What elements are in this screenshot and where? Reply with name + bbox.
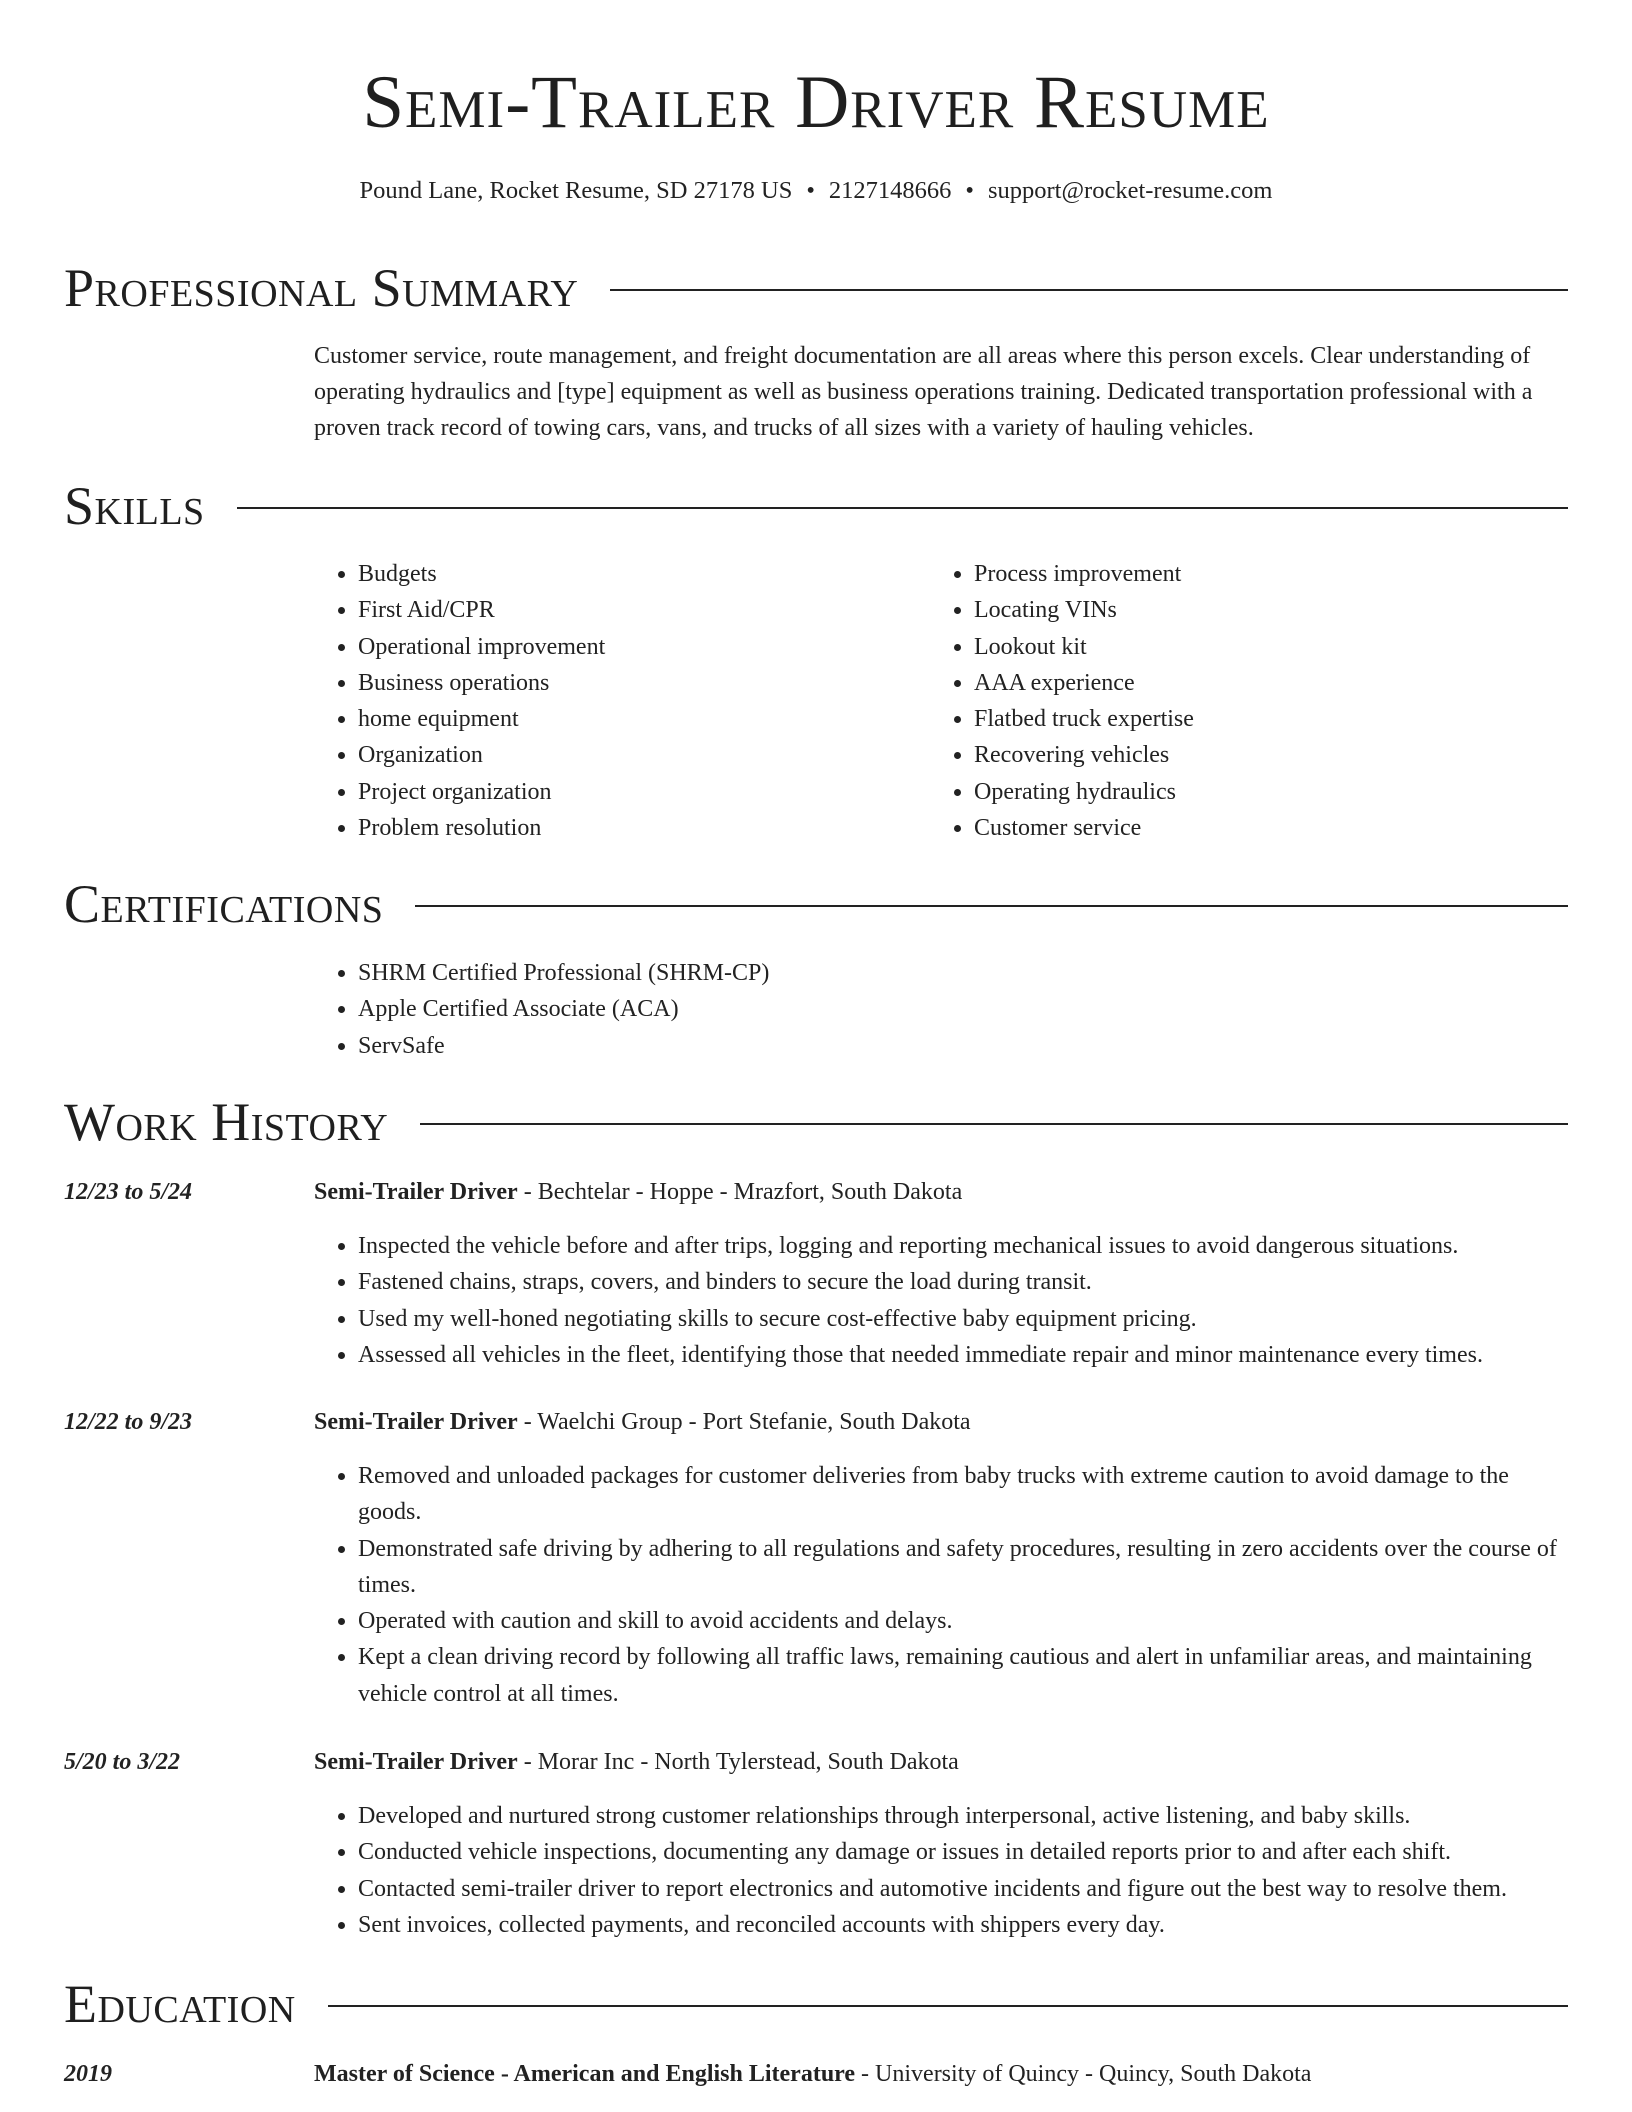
education-school: - University of Quincy - Quincy, South Dakota: [855, 2061, 1312, 2087]
job-dates: 5/20 to 3/22: [64, 1749, 181, 1775]
job-bullet: • Demonstrated safe driving by adhering to all regulations and safety procedures, resulting in zero accidents over the course of times.: [358, 1531, 1568, 1604]
section-divider: [237, 507, 1568, 509]
certification-item: • Apple Certified Associate (ACA): [358, 991, 1514, 1027]
section-header-education: [64, 1972, 1568, 2036]
education-degree: Master of Science - American and English Literature: [314, 2061, 856, 2087]
job-bullets: [314, 1228, 1568, 1373]
job-bullets: [314, 1458, 1568, 1712]
section-divider: [328, 2005, 1568, 2007]
section-header-certifications: [64, 872, 1568, 936]
section-title: Work History: [64, 1092, 389, 1152]
job-title: Semi-Trailer Driver: [314, 1179, 518, 1205]
contact-separator: •: [806, 177, 815, 204]
skill-item: • Problem resolution: [358, 810, 914, 846]
section-divider: [415, 905, 1568, 907]
job-dates: 12/22 to 9/23: [64, 1409, 193, 1435]
resume-title: Semi-Trailer Driver Resume: [362, 61, 1270, 144]
certification-item: • SHRM Certified Professional (SHRM-CP): [358, 955, 1514, 991]
contact-line: [0, 174, 1632, 208]
skill-item: • Lookout kit: [974, 629, 1530, 665]
skills-column-right: [930, 556, 1530, 846]
job-bullet: • Fastened chains, straps, covers, and binders to secure the load during transit.: [358, 1264, 1568, 1300]
section-title: Education: [64, 1974, 296, 2034]
education-heading: [314, 2056, 1568, 2092]
section-header-summary: [64, 256, 1568, 320]
skill-item: • Project organization: [358, 774, 914, 810]
section-divider: [610, 289, 1568, 291]
job-bullet: • Assessed all vehicles in the fleet, identifying those that needed immediate repair and minor maintenance every times.: [358, 1337, 1568, 1373]
certifications-list: [314, 955, 1514, 1064]
job-bullet: • Used my well-honed negotiating skills to secure cost-effective baby equipment pricing.: [358, 1301, 1568, 1337]
contact-address: Pound Lane, Rocket Resume, SD 27178 US: [359, 177, 793, 204]
job-bullet: • Inspected the vehicle before and after trips, logging and reporting mechanical issues to avoid dangerous situations.: [358, 1228, 1568, 1264]
contact-email: support@rocket-resume.com: [987, 177, 1273, 204]
certification-item: • ServSafe: [358, 1028, 1514, 1064]
job-title: Semi-Trailer Driver: [314, 1749, 518, 1775]
section-header-work-history: [64, 1090, 1568, 1154]
job-employer: - Waelchi Group - Port Stefanie, South Dakota: [517, 1409, 971, 1435]
contact-separator: •: [965, 177, 974, 204]
skill-item: • Organization: [358, 737, 914, 773]
skill-item: • Business operations: [358, 665, 914, 701]
job-dates: 12/23 to 5/24: [64, 1179, 193, 1205]
job-bullet: • Contacted semi-trailer driver to report electronics and automotive incidents and figure out the best way to resolve them.: [358, 1871, 1568, 1907]
education-year: 2019: [64, 2061, 112, 2087]
skill-item: • AAA experience: [974, 665, 1530, 701]
section-title: Certifications: [64, 874, 384, 934]
job-employer: - Morar Inc - North Tylerstead, South Dakota: [517, 1749, 959, 1775]
job-bullets: [314, 1798, 1568, 1943]
skill-item: • Budgets: [358, 556, 914, 592]
skill-item: • Operating hydraulics: [974, 774, 1530, 810]
skill-item: • home equipment: [358, 701, 914, 737]
skill-item: • Flatbed truck expertise: [974, 701, 1530, 737]
job-bullet: • Operated with caution and skill to avoid accidents and delays.: [358, 1603, 1568, 1639]
job-title: Semi-Trailer Driver: [314, 1409, 518, 1435]
skill-item: • Operational improvement: [358, 629, 914, 665]
job-employer: - Bechtelar - Hoppe - Mrazfort, South Dakota: [517, 1179, 963, 1205]
job-heading: [314, 1404, 1568, 1440]
section-title: Professional Summary: [64, 258, 579, 318]
job-bullet: • Conducted vehicle inspections, documenting any damage or issues in detailed reports prior to and after each shift.: [358, 1834, 1568, 1870]
skill-item: • Locating VINs: [974, 592, 1530, 628]
job-bullet: • Developed and nurtured strong customer relationships through interpersonal, active listening, and baby skills.: [358, 1798, 1568, 1834]
section-title: Skills: [64, 476, 205, 536]
section-divider: [420, 1123, 1568, 1125]
job-heading: [314, 1174, 1568, 1210]
skill-item: • Recovering vehicles: [974, 737, 1530, 773]
skills-column-left: [314, 556, 914, 846]
skill-item: • Process improvement: [974, 556, 1530, 592]
contact-phone: 2127148666: [828, 177, 952, 204]
skill-item: • Customer service: [974, 810, 1530, 846]
job-bullet: • Kept a clean driving record by following all traffic laws, remaining cautious and alert in unfamiliar areas, and maintaining vehicle control at all times.: [358, 1639, 1568, 1712]
skill-item: • First Aid/CPR: [358, 592, 914, 628]
section-header-skills: [64, 474, 1568, 538]
summary-text: Customer service, route management, and freight documentation are all areas where this person excels. Clear understanding of operating hydraulics and [type] equipment as well as business operations training. Dedicated transportation professional with a proven track record of towing cars, vans, and trucks of all sizes with a variety of hauling vehicles.: [314, 343, 1533, 441]
job-bullet: • Removed and unloaded packages for customer deliveries from baby trucks with extreme caution to avoid damage to the goods.: [358, 1458, 1568, 1531]
job-heading: [314, 1744, 1568, 1780]
job-bullet: • Sent invoices, collected payments, and reconciled accounts with shippers every day.: [358, 1907, 1568, 1943]
